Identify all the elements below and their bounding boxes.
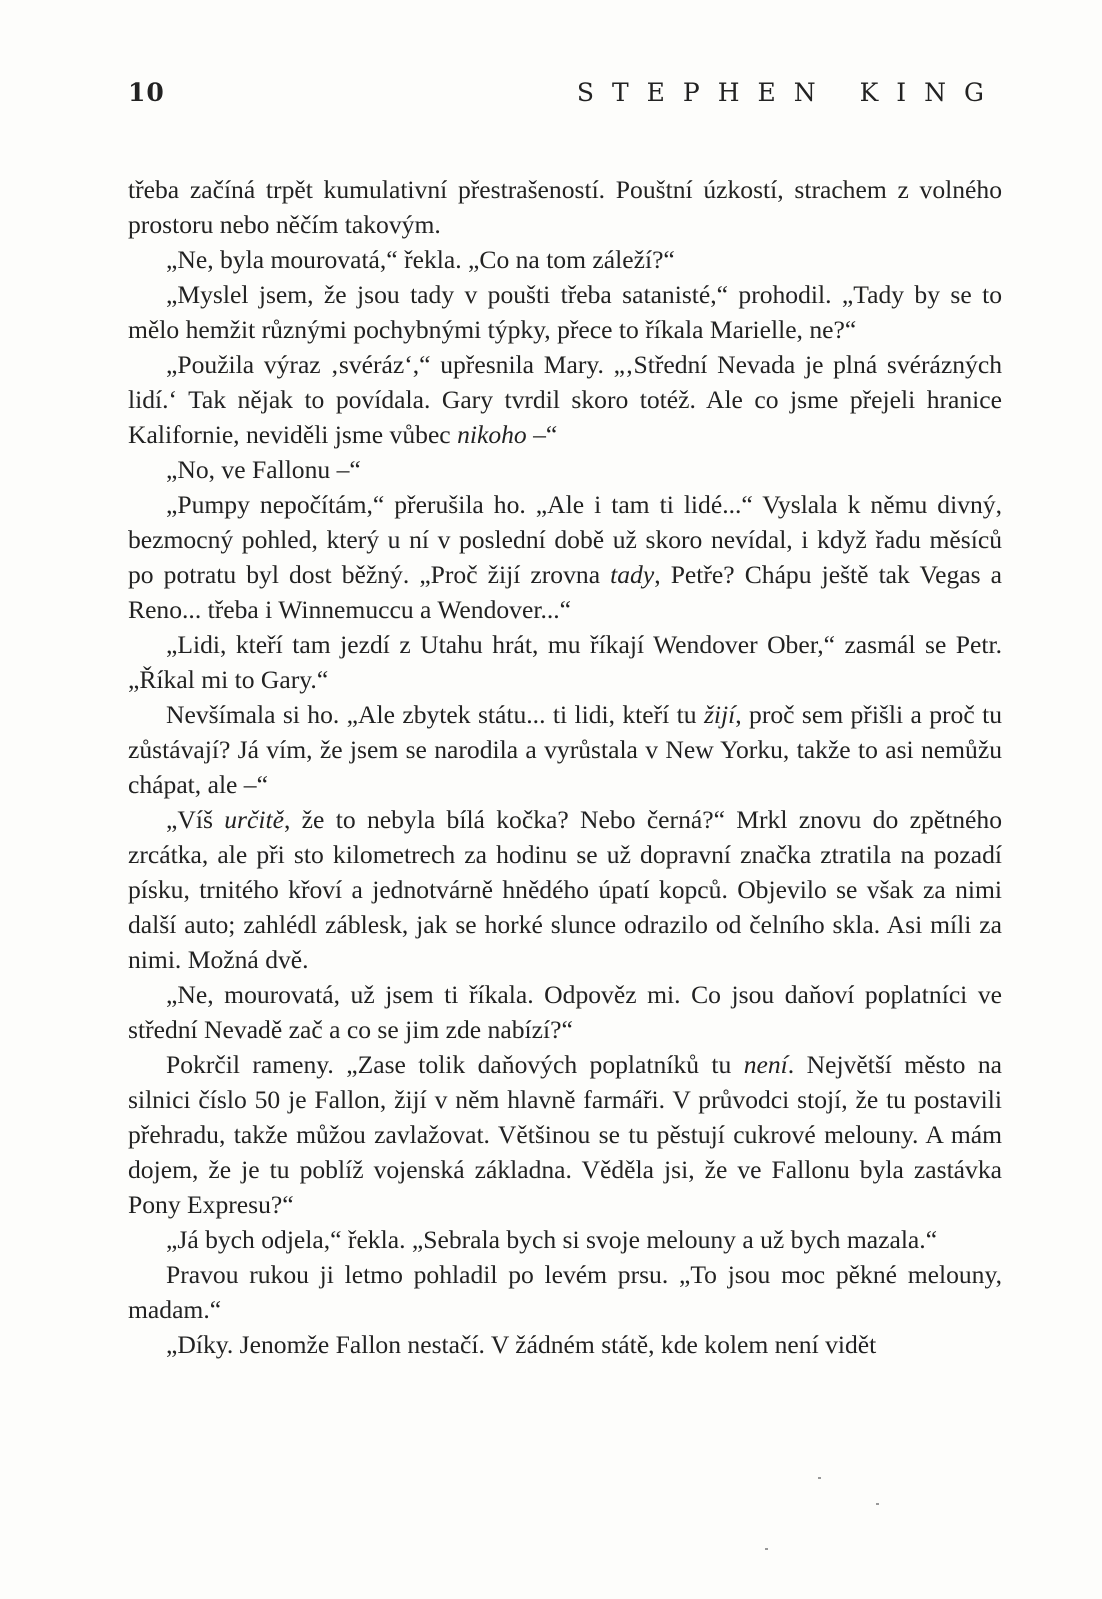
paragraph [128,1257,1002,1327]
text-run: „Já bych odjela,“ řekla. „Sebrala bych si svoje melouny a už bych mazala.“ [166,1225,938,1254]
running-head-author: STEPHEN KING [576,78,1002,107]
italic-text: tady [610,560,655,589]
paragraph [128,242,1002,277]
text-run: . Největší město na silnici číslo 50 je Fallon, žijí v něm hlavně farmáři. V průvodci stojí, že tu postavili přehradu, takže můžou zavlažovat. Většinou se tu pěstují cukrové melouny. A mám dojem, že je tu poblíž vojenská základna. Věděla jsi, že ve Fallonu byla zastávka Pony Expresu?“ [128,1050,1002,1219]
text-run: „Použila výraz ‚svéráz‘,“ upřesnila Mary. „‚Střední Nevada je plná svérázných lidí.‘ Tak nějak to povídala. Gary tvrdil skoro totéž. Ale co jsme přejeli hranice Kalifornie, neviděli jsme vůbec [128,350,1002,449]
text-run: Nevšímala si ho. „Ale zbytek státu... ti lidi, kteří tu [166,700,704,729]
text-run: „Pumpy nepočítám,“ přerušila ho. „Ale i tam ti lidé...“ Vyslala k němu divný, bezmocný pohled, který u ní v poslední době už skoro nevídal, i když řadu měsíců po potratu byl dost běžný. „Proč žijí zrovna [128,490,1002,589]
paragraph [128,172,1002,242]
running-head [128,78,1002,112]
text-run: „No, ve Fallonu –“ [166,455,361,484]
text-run: „Víš [166,805,225,834]
text-run: třeba začíná trpět kumulativní přestrašeností. Pouštní úzkostí, strachem z volného prostoru nebo něčím takovým. [128,175,1002,239]
scan-speck [818,1477,821,1479]
paragraph [128,697,1002,802]
paragraph [128,1327,1002,1362]
paragraph [128,277,1002,347]
text-run: , že to nebyla bílá kočka? Nebo černá?“ Mrkl znovu do zpětného zrcátka, ale při sto kilometrech za hodinu se už dopravní značka ztratila na pozadí písku, trnitého křoví a jednotvárně hnědého úpatí kopců. Objevilo se však za nimi další auto; zahlédl záblesk, jak se horké slunce odrazilo od čelního skla. Asi míli za nimi. Možná dvě. [128,805,1002,974]
paragraph [128,452,1002,487]
text-run: –“ [526,420,558,449]
paragraph [128,1222,1002,1257]
text-run: „Ne, mourovatá, už jsem ti říkala. Odpověz mi. Co jsou daňoví poplatníci ve střední Nevadě zač a co se jim zde nabízí?“ [128,980,1002,1044]
italic-text: nikoho [457,420,527,449]
paragraph [128,487,1002,627]
text-run: , proč sem přišli a proč tu zůstávají? Já vím, že jsem se narodila a vyrůstala v New Yorku, takže to asi nemůžu chápat, ale –“ [128,700,1002,799]
text-run: , Petře? Chápu ještě tak Vegas a Reno... třeba i Winnemuccu a Wendover...“ [128,560,1002,624]
text-run: Pokrčil rameny. „Zase tolik daňových poplatníků tu [166,1050,744,1079]
text-run: „Ne, byla mourovatá,“ řekla. „Co na tom záleží?“ [166,245,675,274]
italic-text: určitě [224,805,284,834]
page-number: 10 [128,78,165,107]
paragraph [128,347,1002,452]
paragraph [128,977,1002,1047]
text-run: „Díky. Jenomže Fallon nestačí. V žádném státě, kde kolem není vidět [166,1330,877,1359]
text-run: „Myslel jsem, že jsou tady v poušti třeba satanisté,“ prohodil. „Tady by se to mělo hemžit různými pochybnými týpky, přece to říkala Marielle, ne?“ [128,280,1002,344]
paragraph [128,627,1002,697]
text-run: „Lidi, kteří tam jezdí z Utahu hrát, mu říkají Wendover Ober,“ zasmál se Petr. „Říkal mi to Gary.“ [128,630,1002,694]
text-run: Pravou rukou ji letmo pohladil po levém prsu. „To jsou moc pěkné melouny, madam.“ [128,1260,1002,1324]
scan-speck [765,1548,768,1550]
italic-text: žijí [703,700,736,729]
italic-text: není [743,1050,788,1079]
scan-speck [876,1503,879,1505]
body-text [128,172,1002,1362]
paragraph [128,802,1002,977]
paragraph [128,1047,1002,1222]
